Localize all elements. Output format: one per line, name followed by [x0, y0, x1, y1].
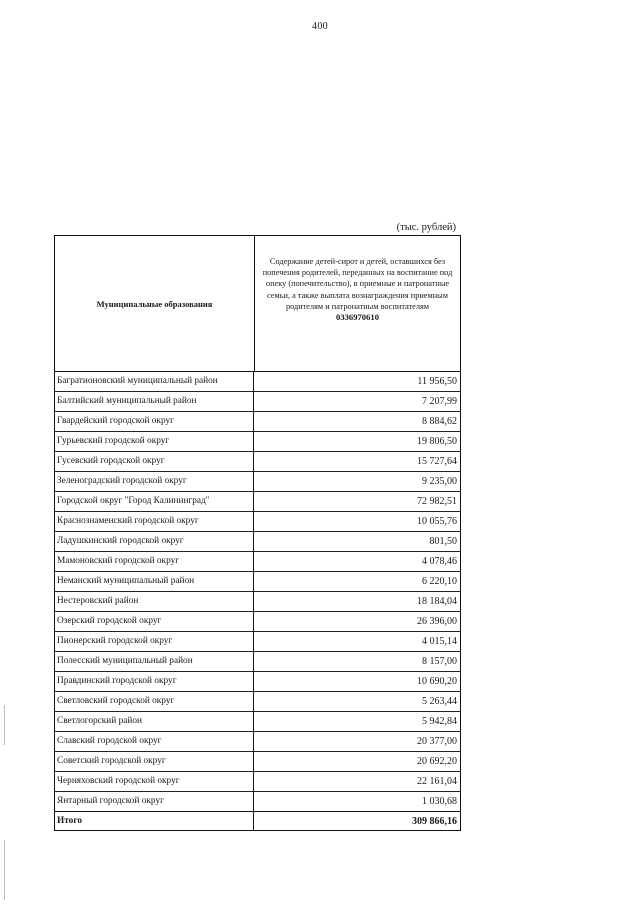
municipality-name: Пионерский городской округ: [55, 632, 254, 651]
scan-artifact: [4, 840, 5, 900]
municipality-name: Неманский муниципальный район: [55, 572, 254, 591]
amount-value: 8 157,00: [422, 656, 457, 667]
amount-value: 18 184,04: [417, 596, 457, 607]
total-value: 309 866,16: [412, 816, 457, 827]
municipality-name: Краснознаменский городской округ: [55, 512, 254, 531]
budget-code: 0336970610: [336, 312, 379, 323]
amount-value: 22 161,04: [417, 776, 457, 787]
municipality-name: Озерский городской округ: [55, 612, 254, 631]
amount-value: 19 806,50: [417, 436, 457, 447]
table-body: [55, 372, 460, 811]
municipality-name: Светлогорский район: [55, 712, 254, 731]
amount-value: 9 235,00: [422, 476, 457, 487]
municipality-name: Советский городской округ: [55, 752, 254, 771]
municipality-name: Светловский городской округ: [55, 692, 254, 711]
municipality-name: Полесский муниципальный район: [55, 652, 254, 671]
table-row: [55, 732, 460, 752]
amount-value: 72 982,51: [417, 496, 457, 507]
table-row: [55, 452, 460, 472]
amount-value: 20 692,20: [417, 756, 457, 767]
table-row: [55, 572, 460, 592]
municipality-name: Багратионовский муниципальный район: [55, 372, 254, 391]
unit-label: (тыс. рублей): [396, 222, 456, 233]
municipality-name: Правдинский городской округ: [55, 672, 254, 691]
table-row: [55, 672, 460, 692]
municipality-name: Янтарный городской округ: [55, 792, 254, 811]
table-row: [55, 612, 460, 632]
amount-value: 6 220,10: [422, 576, 457, 587]
amount-value: 8 884,62: [422, 416, 457, 427]
page-number: 400: [312, 21, 328, 32]
table-row: [55, 552, 460, 572]
amount-value: 1 030,68: [422, 796, 457, 807]
municipality-name: Мамоновский городской округ: [55, 552, 254, 571]
table-row: [55, 372, 460, 392]
total-label: Итого: [55, 812, 254, 830]
column-header-expense: [255, 236, 460, 371]
municipality-name: Ладушкинский городской округ: [55, 532, 254, 551]
column-header-expense-text: Содержание детей-сирот и детей, оставшихся без попечения родителей, переданных на воспитание под опеку (попечительство), в приемные и патронатные семьи, а также выплата вознаграждения приемным родителям и патронатным воспитателям: [262, 257, 453, 311]
amount-value: 20 377,00: [417, 736, 457, 747]
amount-value: 10 055,76: [417, 516, 457, 527]
municipality-name: Гвардейский городской округ: [55, 412, 254, 431]
amount-value: 10 690,20: [417, 676, 457, 687]
table-row: [55, 432, 460, 452]
table-row: [55, 492, 460, 512]
budget-table: [54, 235, 461, 831]
table-row: [55, 472, 460, 492]
scan-artifact: [4, 705, 5, 745]
table-row: [55, 652, 460, 672]
table-row: [55, 692, 460, 712]
amount-value: 11 956,50: [417, 376, 457, 387]
amount-value: 801,50: [429, 536, 457, 547]
table-row: [55, 392, 460, 412]
municipality-name: Славский городской округ: [55, 732, 254, 751]
column-header-municipalities: Муниципальные образования: [55, 236, 255, 371]
table-row: [55, 512, 460, 532]
municipality-name: Гурьевский городской округ: [55, 432, 254, 451]
municipality-name: Гусевский городской округ: [55, 452, 254, 471]
table-row: [55, 532, 460, 552]
table-row: [55, 592, 460, 612]
table-row: [55, 772, 460, 792]
amount-value: 26 396,00: [417, 616, 457, 627]
amount-value: 4 078,46: [422, 556, 457, 567]
municipality-name: Нестеровский район: [55, 592, 254, 611]
municipality-name: Балтийский муниципальный район: [55, 392, 254, 411]
municipality-name: Городской округ "Город Калининград": [55, 492, 254, 511]
table-row: [55, 632, 460, 652]
table-row: [55, 752, 460, 772]
amount-value: 15 727,64: [417, 456, 457, 467]
amount-value: 7 207,99: [422, 396, 457, 407]
total-row: [55, 811, 460, 830]
municipality-name: Зеленоградский городской округ: [55, 472, 254, 491]
table-header: [55, 236, 460, 372]
table-row: [55, 412, 460, 432]
amount-value: 5 263,44: [422, 696, 457, 707]
amount-value: 5 942,84: [422, 716, 457, 727]
amount-value: 4 015,14: [422, 636, 457, 647]
municipality-name: Черняховский городской округ: [55, 772, 254, 791]
table-row: [55, 792, 460, 811]
table-row: [55, 712, 460, 732]
